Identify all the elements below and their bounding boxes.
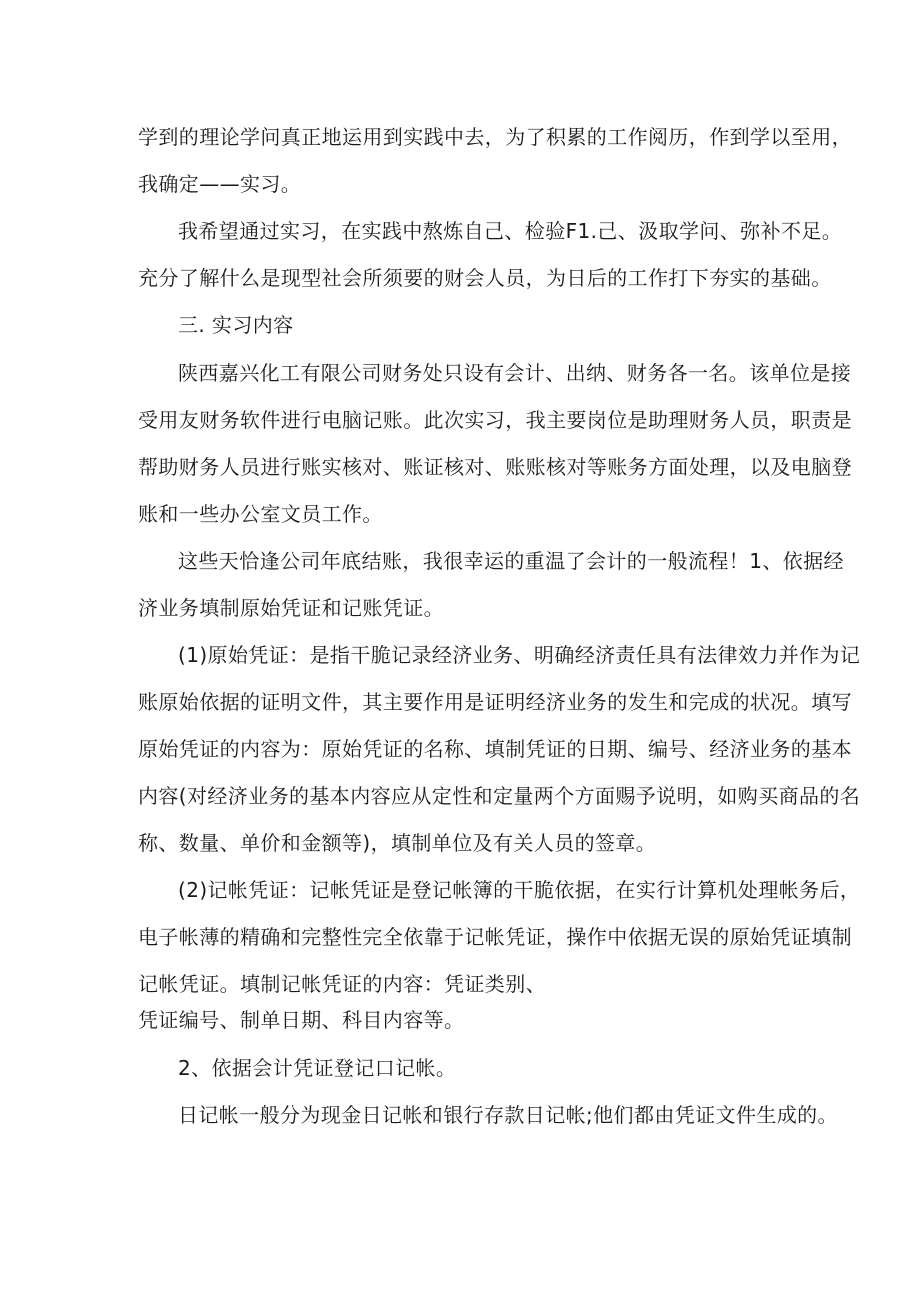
paragraph-first-line: 日记帐一般分为现金日记帐和银行存款日记帐;他们都由凭证文件生成的。 [178,1103,838,1127]
text-line: 账原始依据的证明文件，其主要作用是证明经济业务的发生和完成的状况。填写 [138,690,852,714]
paragraph-first-line: 我希望通过实习，在实践中熬炼自己、检验F1.己、汲取学问、弥补不足。 [178,219,843,243]
text-line: 称、数量、单价和金额等)，填制单位及有关人员的签章。 [138,831,657,855]
paragraph-first-line: 这些天恰逢公司年底结账，我很幸运的重温了会计的一般流程！1、依据经 [178,549,844,573]
text-line: 济业务填制原始凭证和记账凭证。 [138,596,444,620]
text-line: 原始凭证的内容为：原始凭证的名称、填制凭证的日期、编号、经济业务的基本 [138,737,852,761]
paragraph-first-line: 陕西嘉兴化工有限公司财务处只设有会计、出纳、财务各一名。该单位是接 [178,361,852,385]
text-line: 学到的理论学问真正地运用到实践中去，为了积累的工作阅历，作到学以至用， [138,125,852,149]
text-line: 账和一些办公室文员工作。 [138,502,383,526]
text-line: 帮助财务人员进行账实核对、账证核对、账账核对等账务方面处理，以及电脑登 [138,455,852,479]
text-line: 受用友财务软件进行电脑记账。此次实习，我主要岗位是助理财务人员，职责是 [138,408,852,432]
paragraph-first-line: (2)记帐凭证：记帐凭证是登记帐簿的干脆依据，在实行计算机处理帐务后， [178,878,861,902]
paragraph-first-line: 2、依据会计凭证登记口记帐。 [178,1056,457,1080]
text-line: 我确定——实习。 [138,172,302,196]
text-line: 电子帐薄的精确和完整性完全依靠于记帐凭证，操作中依据无误的原始凭证填制 [138,925,852,949]
text-line: 记帐凭证。填制记帐凭证的内容：凭证类别、 [138,972,546,996]
text-line: 充分了解什么是现型社会所须要的财会人员，为日后的工作打下夯实的基础。 [138,266,832,290]
section-heading: 三. 实习内容 [178,313,294,337]
text-line: 内容(对经济业务的基本内容应从定性和定量两个方面赐予说明，如购买商品的名 [138,784,861,808]
text-line: 凭证编号、制单日期、科目内容等。 [138,1008,465,1032]
paragraph-first-line: (1)原始凭证：是指干脆记录经济业务、明确经济责任具有法律效力并作为记 [178,643,861,667]
